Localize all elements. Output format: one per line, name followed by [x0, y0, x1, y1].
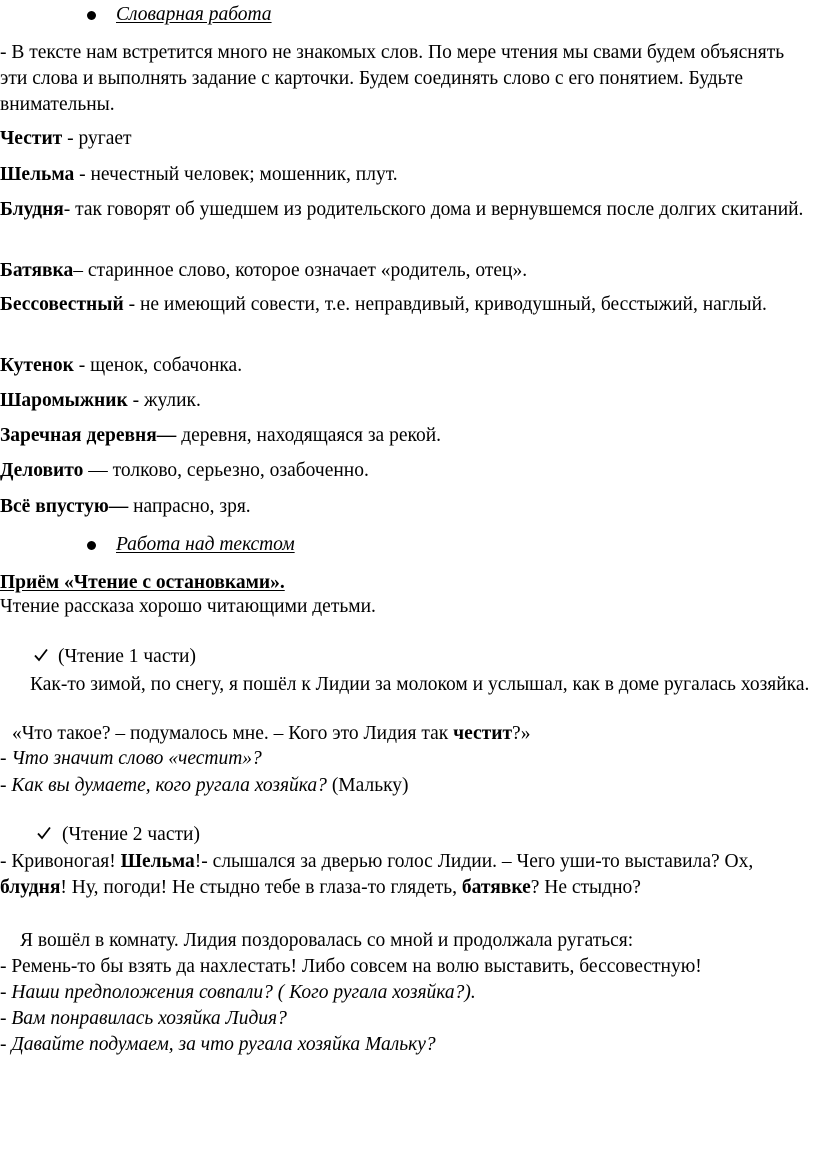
bullet-dot-icon	[87, 541, 96, 550]
vocab-definition: деревня, находящаяся за рекой.	[176, 425, 442, 446]
highlight-word: батявке	[461, 877, 531, 898]
vocab-term: Всё впустую—	[0, 496, 129, 517]
vocab-term: Кутенок	[0, 355, 74, 376]
vocab-entry	[0, 197, 812, 223]
vocab-definition: - жулик.	[127, 390, 201, 411]
vocab-entry	[0, 292, 812, 318]
vocab-entry	[0, 423, 812, 449]
part2-question: - Давайте подумаем, за что ругала хозяйка Мальку?	[0, 1034, 436, 1055]
vocab-definition: – старинное слово, которое означает «родитель, отец».	[73, 260, 528, 281]
part2-paragraph: - Кривоногая! Шельма!- слышался за дверью голос Лидии. – Чего уши-то выставила? Ох, блудня! Ну, погоди! Не стыдно тебе в глаза-то глядеть, батявке? Не стыдно?	[0, 851, 754, 898]
part2-question: - Вам понравилась хозяйка Лидия?	[0, 1008, 287, 1029]
method-description: Чтение рассказа хорошо читающими детьми.	[0, 596, 376, 617]
vocab-entry	[0, 388, 812, 414]
part2-paragraph: Я вошёл в комнату. Лидия поздоровалась со мной и продолжала ругаться:	[20, 930, 634, 951]
checkmark-icon	[34, 648, 48, 662]
part1-quote: «Что такое? – подумалось мне. – Кого это Лидия так честит?»	[12, 723, 531, 744]
vocab-term: Заречная деревня—	[0, 425, 177, 446]
section-heading-text-work: Работа над текстом	[116, 534, 295, 555]
vocab-term: Блудня	[0, 199, 64, 220]
vocab-definition: — толково, серьезно, озабоченно.	[83, 460, 369, 481]
vocab-term: Шаромыжник	[0, 390, 128, 411]
part1-paragraph: Как-то зимой, по снегу, я пошёл к Лидии за молоком и услышал, как в доме ругалась хозяйка.	[30, 674, 810, 695]
intro-paragraph: - В тексте нам встретится много не знакомых слов. По мере чтения мы свами будем объяснять эти слова и выполнять задание с карточки. Будем соединять слово с его понятием. Будьте внимательны.	[0, 42, 785, 115]
vocab-term: Честит	[0, 128, 63, 149]
vocab-entry	[0, 458, 812, 484]
bullet-dot-icon	[87, 11, 96, 20]
vocab-entry	[0, 353, 812, 379]
method-title: Приём «Чтение с остановками».	[0, 572, 285, 593]
vocab-term: Бессовестный	[0, 294, 124, 315]
vocab-definition: - нечестный человек; мошенник, плут.	[74, 164, 398, 185]
vocab-definition: - так говорят об ушедшем из родительского дома и вернувшемся после долгих скитаний.	[63, 199, 804, 220]
vocab-term: Шельма	[0, 164, 75, 185]
highlight-word: честит	[453, 723, 513, 744]
part2-paragraph: - Ремень-то бы взять да нахлестать! Либо совсем на волю выставить, бессовестную!	[0, 956, 702, 977]
part1-question: - Что значит слово «честит»?	[0, 748, 262, 769]
checkmark-icon	[37, 826, 51, 840]
vocab-term: Батявка	[0, 260, 74, 281]
vocab-definition: - ругает	[62, 128, 132, 149]
vocab-entry	[0, 258, 812, 284]
highlight-word: Шельма	[120, 851, 195, 872]
part1-label: (Чтение 1 части)	[58, 646, 196, 667]
vocab-definition: напрасно, зря.	[128, 496, 251, 517]
vocab-definition: - щенок, собачонка.	[73, 355, 243, 376]
part2-label: (Чтение 2 части)	[62, 824, 200, 845]
part2-question: - Наши предположения совпали? ( Кого ругала хозяйка?).	[0, 982, 476, 1003]
vocab-entry	[0, 162, 812, 188]
vocab-entry	[0, 126, 812, 152]
part1-question: - Как вы думаете, кого ругала хозяйка? (Мальку)	[0, 775, 409, 796]
vocab-definition: - не имеющий совести, т.е. неправдивый, криводушный, бесстыжий, наглый.	[123, 294, 767, 315]
highlight-word: блудня	[0, 877, 61, 898]
vocab-term: Деловито	[0, 460, 84, 481]
vocab-entry	[0, 494, 812, 520]
section-heading-vocab: Словарная работа	[116, 4, 272, 25]
